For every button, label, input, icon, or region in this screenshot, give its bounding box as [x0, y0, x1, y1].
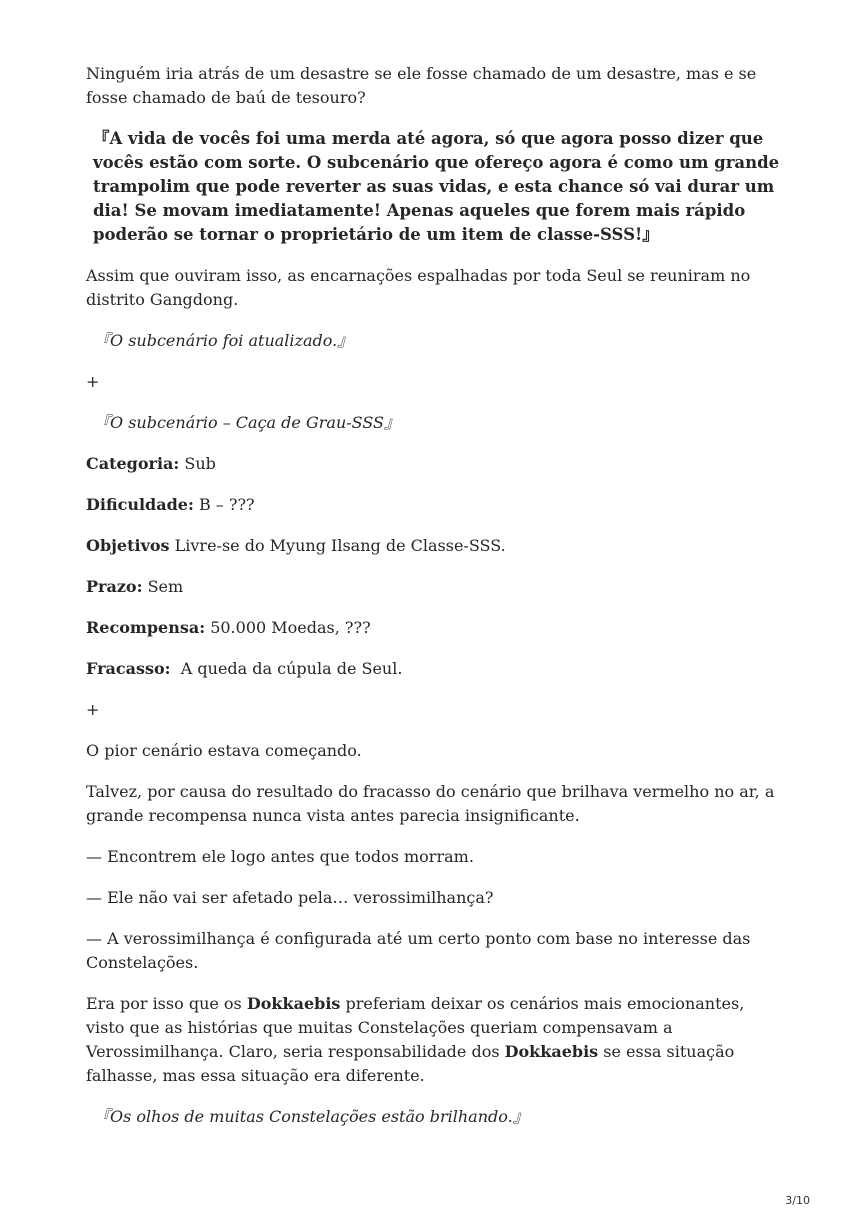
paragraph: O pior cenário estava começando.	[86, 741, 362, 760]
field-value: Livre-se do Myung Ilsang de Classe-SSS.	[169, 536, 506, 555]
bold-term: Dokkaebis	[504, 1042, 599, 1061]
field-label: Categoria:	[86, 454, 180, 473]
system-message: 『O subcenário – Caça de Grau-SSS』	[94, 413, 400, 432]
page-number: 3/10	[785, 1194, 810, 1207]
field-label: Dificuldade:	[86, 495, 194, 514]
scenario-categoria	[86, 452, 786, 476]
paragraph: Talvez, por causa do resultado do fracasso do cenário que brilhava vermelho no ar, a grande recompensa nunca vista antes parecia insignificante.	[86, 782, 775, 825]
system-message: 『O subcenário foi atualizado.』	[94, 331, 354, 350]
field-label: Objetivos	[86, 536, 170, 555]
paragraph	[86, 992, 786, 1088]
field-value: Sub	[179, 454, 216, 473]
field-label: Recompensa:	[86, 618, 206, 637]
scenario-recompensa	[86, 616, 786, 640]
scenario-prazo	[86, 575, 786, 599]
announcement-block: 『A vida de vocês foi uma merda até agora, só que agora posso dizer que vocês estão com sorte. O subcenário que ofereço agora é como um grande trampolim que pode reverter as suas vidas, e esta chance só vai durar um dia! Se movam imediatamente! Apenas aqueles que forem mais rápido poderão se tornar o proprietário de um item de classe-SSS!』	[93, 129, 780, 244]
scenario-dificuldade	[86, 493, 786, 517]
document-body	[86, 62, 786, 1146]
text-run: preferiam deixar os cenários mais emocionantes, visto que as histórias que muitas Constelações queriam compensavam a Verossimilhança. Claro, seria responsabilidade dos	[86, 994, 745, 1061]
field-label: Prazo:	[86, 577, 143, 596]
text-run: se essa situação falhasse, mas essa situação era diferente.	[86, 1042, 735, 1085]
dialogue-line: — Encontrem ele logo antes que todos morram.	[86, 847, 474, 866]
field-value: B – ???	[193, 495, 255, 514]
paragraph: Assim que ouviram isso, as encarnações espalhadas por toda Seul se reuniram no distrito Gangdong.	[86, 266, 751, 309]
text-run: Era por isso que os	[86, 994, 247, 1013]
scenario-objetivos	[86, 534, 786, 558]
dialogue-line: — A verossimilhança é configurada até um certo ponto com base no interesse das Constelações.	[86, 929, 751, 972]
field-value: 50.000 Moedas, ???	[205, 618, 371, 637]
scenario-fracasso	[86, 657, 786, 681]
field-value: A queda da cúpula de Seul.	[170, 659, 403, 678]
bold-term: Dokkaebis	[246, 994, 341, 1013]
paragraph: Ninguém iria atrás de um desastre se ele fosse chamado de um desastre, mas e se fosse chamado de baú de tesouro?	[86, 64, 757, 107]
separator-plus: +	[86, 700, 100, 719]
separator-plus: +	[86, 372, 100, 391]
system-message: 『Os olhos de muitas Constelações estão brilhando.』	[94, 1107, 529, 1126]
field-value: Sem	[142, 577, 184, 596]
field-label: Fracasso:	[86, 659, 171, 678]
dialogue-line: — Ele não vai ser afetado pela… verossimilhança?	[86, 888, 494, 907]
